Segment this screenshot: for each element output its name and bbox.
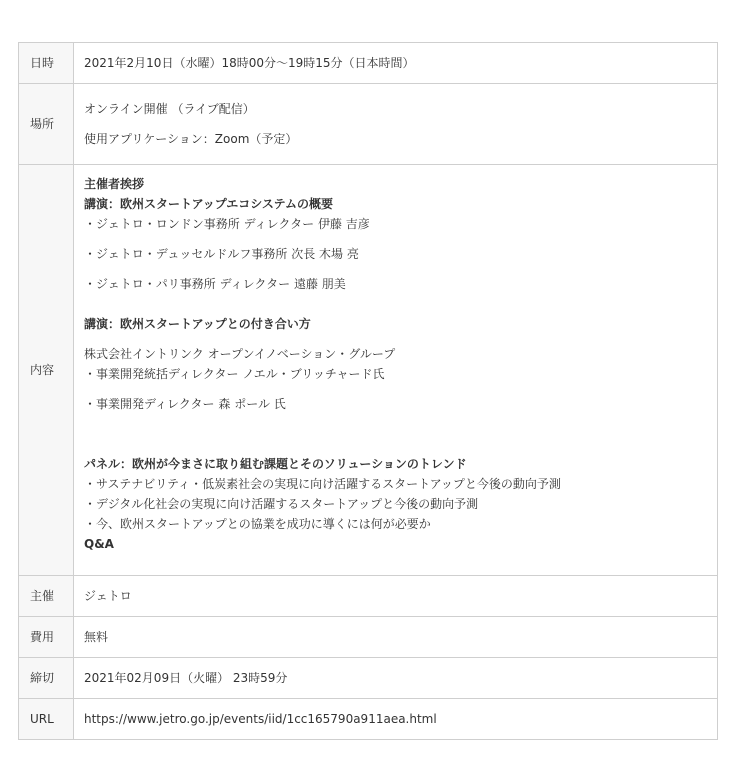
content-label: 内容 xyxy=(19,165,74,576)
url-label: URL xyxy=(19,699,74,740)
talk1-item: ・ジェトロ・パリ事務所 ディレクター 遠藤 朋美 xyxy=(84,277,346,291)
venue-label: 場所 xyxy=(19,84,74,165)
deadline-label: 締切 xyxy=(19,658,74,699)
date-value xyxy=(74,43,718,84)
row-fee xyxy=(19,617,718,658)
event-info-table xyxy=(18,42,718,740)
deadline-value xyxy=(74,658,718,699)
talk1-item: ・ジェトロ・デュッセルドルフ事務所 次長 木場 亮 xyxy=(84,247,359,261)
date-text: 2021年2月10日（水曜）18時00分～19時15分（日本時間） xyxy=(84,56,415,70)
fee-text: 無料 xyxy=(84,630,109,644)
content-value xyxy=(74,165,718,576)
organizer-value xyxy=(74,576,718,617)
organizer-text: ジェトロ xyxy=(84,589,132,603)
row-date xyxy=(19,43,718,84)
url-value xyxy=(74,699,718,740)
deadline-text: 2021年02月09日（火曜） 23時59分 xyxy=(84,671,288,685)
row-organizer xyxy=(19,576,718,617)
talk2-title: 講演：欧州スタートアップとの付き合い方 xyxy=(84,317,311,331)
fee-value xyxy=(74,617,718,658)
event-url-link[interactable]: https://www.jetro.go.jp/events/iid/1cc165790a911aea.html xyxy=(84,712,437,726)
organizer-label: 主催 xyxy=(19,576,74,617)
panel-item: ・今、欧州スタートアップとの協業を成功に導くには何が必要か xyxy=(84,517,431,531)
row-url xyxy=(19,699,718,740)
panel-item: ・サステナビリティ・低炭素社会の実現に向け活躍するスタートアップと今後の動向予測 xyxy=(84,477,561,491)
row-deadline xyxy=(19,658,718,699)
panel-title: パネル：欧州が今まさに取り組む課題とそのソリューションのトレンド xyxy=(84,457,467,471)
fee-label: 費用 xyxy=(19,617,74,658)
date-label: 日時 xyxy=(19,43,74,84)
talk2-company: 株式会社イントリンク オープンイノベーション・グループ xyxy=(84,347,396,361)
talk2-item: ・事業開発統括ディレクター ノエル・ブリッチャード氏 xyxy=(84,367,385,381)
venue-value xyxy=(74,84,718,165)
venue-line-2: 使用アプリケーション：Zoom（予定） xyxy=(84,132,298,146)
row-venue xyxy=(19,84,718,165)
panel-item: ・デジタル化社会の実現に向け活躍するスタートアップと今後の動向予測 xyxy=(84,497,479,511)
row-content xyxy=(19,165,718,576)
talk1-item: ・ジェトロ・ロンドン事務所 ディレクター 伊藤 吉彦 xyxy=(84,217,370,231)
venue-line-1: オンライン開催 （ライブ配信） xyxy=(84,102,255,116)
opening-remarks: 主催者挨拶 xyxy=(84,177,145,191)
qa-item: Q&A xyxy=(84,537,114,551)
talk1-title: 講演：欧州スタートアップエコシステムの概要 xyxy=(84,197,334,211)
talk2-item: ・事業開発ディレクター 森 ポール 氏 xyxy=(84,397,286,411)
